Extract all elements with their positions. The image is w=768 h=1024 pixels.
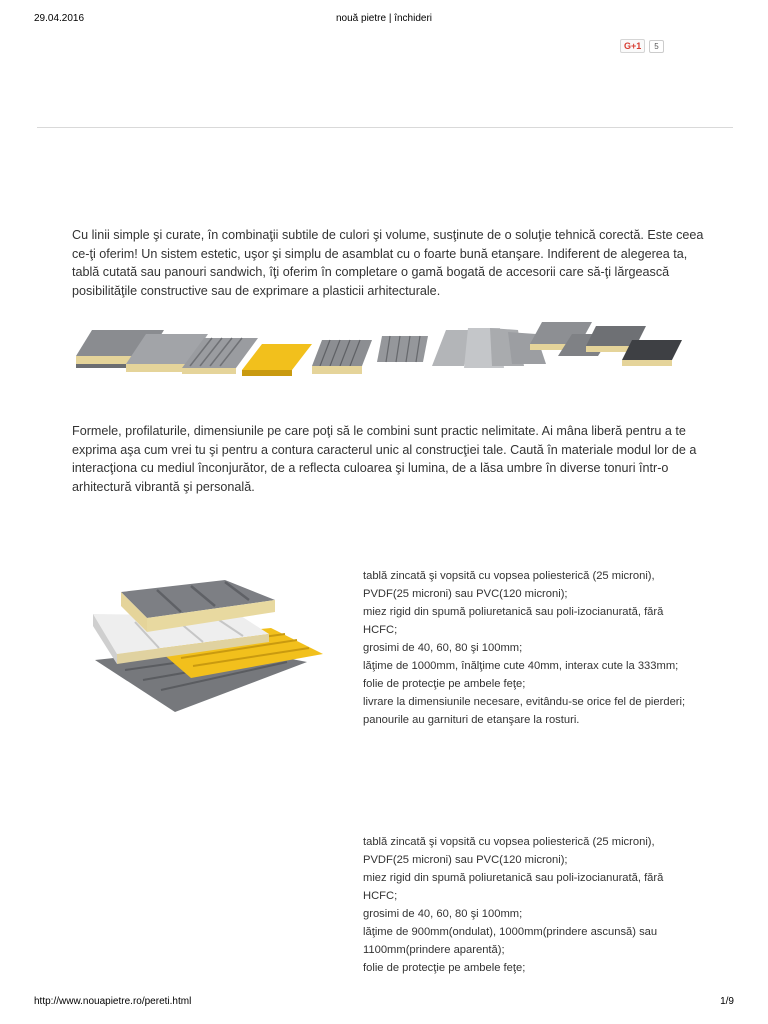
panel-dark: [586, 326, 682, 366]
spec-item: folie de protecţie pe ambele feţe;: [363, 678, 526, 690]
panel-ribbed-2: [312, 340, 372, 374]
page-number: 1/9: [720, 996, 734, 1007]
spec-item: miez rigid din spumă poliuretanică sau poli-izocianurată, fără HCFC;: [363, 872, 664, 902]
panel-ribbed-3: [377, 336, 428, 362]
panels-strip-image: [72, 316, 696, 396]
spec-item: folie de protecţie pe ambele feţe;: [363, 962, 526, 974]
intro-paragraph: Cu linii simple şi curate, în combinaţii subtile de culori şi volume, susţinute de o soluţie tehnică corectă. Este ceea ce-ţi oferim! Un sistem estetic, uşor şi simplu de asamblat cu o foarte bună etanşare. Indiferent de alegerea ta, tablă cutată sau panouri sandwich, îţi oferim în completare o gamă bogată de accesorii care să-ţi lărgească posibilităţile constructive sau de exprimare a plasticii arhitecturale.: [72, 228, 704, 298]
print-date: 29.04.2016: [34, 13, 85, 24]
panel-fan: [432, 328, 546, 368]
gplus-widget: [620, 39, 664, 53]
gplus-button[interactable]: G+1: [620, 39, 645, 53]
spec-item: miez rigid din spumă poliuretanică sau poli-izocianurată, fără HCFC;: [363, 606, 664, 636]
spec-item: grosimi de 40, 60, 80 şi 100mm;: [363, 642, 523, 654]
spec-item: tablă zincată şi vopsită cu vopsea poliesterică (25 microni), PVDF(25 microni) sau PVC(120 microni);: [363, 570, 655, 600]
spec-item: grosimi de 40, 60, 80 şi 100mm;: [363, 908, 523, 920]
panel-yellow: [242, 344, 312, 376]
sandwich-panel-image: [75, 570, 325, 715]
header-divider: [37, 127, 733, 128]
spec-item: lăţime de 1000mm, înălţime cute 40mm, interax cute la 333mm;: [363, 660, 679, 672]
spec-item: livrare la dimensiunile necesare, evitându-se orice fel de pierderi;: [363, 696, 686, 708]
spec-list-1: [363, 567, 693, 729]
spec-list-2: [363, 833, 693, 977]
footer-url[interactable]: http://www.nouapietre.ro/pereti.html: [34, 996, 192, 1007]
forms-paragraph: Formele, profilaturile, dimensiunile pe care poţi să le combini sunt practic nelimitate. Ai mâna liberă pentru a te exprima aşa cum vrei tu şi pentru a contura caracterul unic al construcţiei tale. Caută în materiale modul lor de a interacţiona cu mediul înconjurător, de a reflecta culoarea şi lumina, de a lăsa umbre în diverse tonuri într-o arhitectură vibrantă şi personală.: [72, 424, 697, 494]
gplus-count: 5: [649, 40, 663, 53]
spec-item: lăţime de 900mm(ondulat), 1000mm(prindere ascunsă) sau 1100mm(prindere aparentă);: [363, 926, 658, 956]
page-title: nouă pietre | închideri: [336, 13, 432, 24]
spec-item: tablă zincată şi vopsită cu vopsea poliesterică (25 microni), PVDF(25 microni) sau PVC(120 microni);: [363, 836, 655, 866]
spec-item: panourile au garnituri de etanşare la rosturi.: [363, 714, 580, 726]
